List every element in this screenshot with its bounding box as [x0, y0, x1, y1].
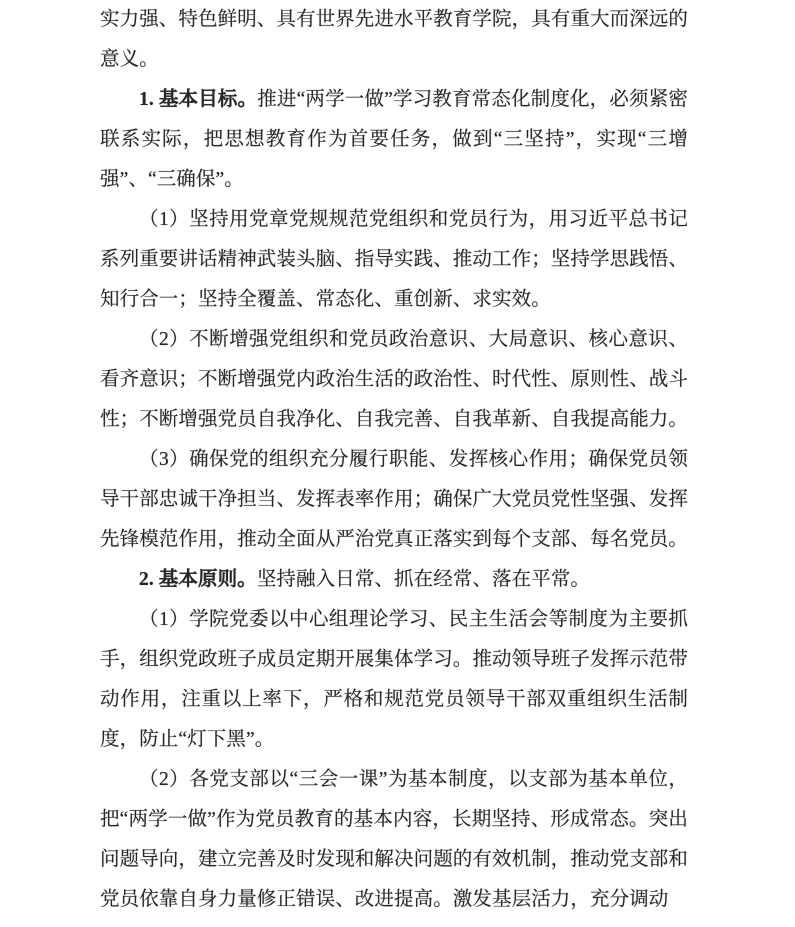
- paragraph-text: （3）确保党的组织充分履行职能、发挥核心作用；确保党员领导干部忠诚干净担当、发挥表率作用；确保广大党员党性坚强、发挥先锋模范作用，推动全面从严治党真正落实到每个支部、每名党员。: [100, 449, 689, 550]
- page-text-block: [100, 0, 688, 920]
- paragraph-basic-principles: [100, 560, 688, 600]
- paragraph-goal-item-2: [100, 320, 688, 440]
- paragraph-text: 坚持融入日常、抓在经常、落在平常。: [256, 569, 591, 590]
- paragraph-text: （2）各党支部以“三会一课”为基本制度，以支部为基本单位，把“两学一做”作为党员教育的基本内容，长期坚持、形成常态。突出问题导向，建立完善及时发现和解决问题的有效机制，推动党支部和党员依靠自身力量修正错误、改进提高。激发基层活力，充分调动: [100, 769, 689, 910]
- paragraph-text: （1）坚持用党章党规规范党组织和党员行为，用习近平总书记系列重要讲话精神武装头脑、指导实践、推动工作；坚持学思践悟、知行合一；坚持全覆盖、常态化、重创新、求实效。: [100, 209, 689, 310]
- paragraph-lead-basic-goals: 1. 基本目标。: [139, 89, 258, 110]
- paragraph-principle-item-1: [100, 600, 688, 760]
- paragraph-basic-goals: [100, 80, 688, 200]
- paragraph-principle-item-2: [100, 760, 688, 920]
- paragraph-text: （1）学院党委以中心组理论学习、民主生活会等制度为主要抓手，组织党政班子成员定期开展集体学习。推动领导班子发挥示范带动作用，注重以上率下，严格和规范党员领导干部双重组织生活制度，防止“灯下黑”。: [100, 609, 689, 750]
- paragraph-text: （2）不断增强党组织和党员政治意识、大局意识、核心意识、看齐意识；不断增强党内政治生活的政治性、时代性、原则性、战斗性；不断增强党员自我净化、自我完善、自我革新、自我提高能力。: [100, 329, 689, 430]
- paragraph-goal-item-1: [100, 200, 688, 320]
- paragraph-text: 实力强、特色鲜明、具有世界先进水平教育学院，具有重大而深远的意义。: [100, 9, 689, 70]
- paragraph-text: 推进“两学一做”学习教育常态化制度化，必须紧密联系实际，把思想教育作为首要任务，做到“三坚持”，实现“三增强”、“三确保”。: [100, 89, 688, 190]
- paragraph-lead-basic-principles: 2. 基本原则。: [139, 569, 257, 590]
- paragraph-continuation: [100, 0, 688, 80]
- paragraph-goal-item-3: [100, 440, 688, 560]
